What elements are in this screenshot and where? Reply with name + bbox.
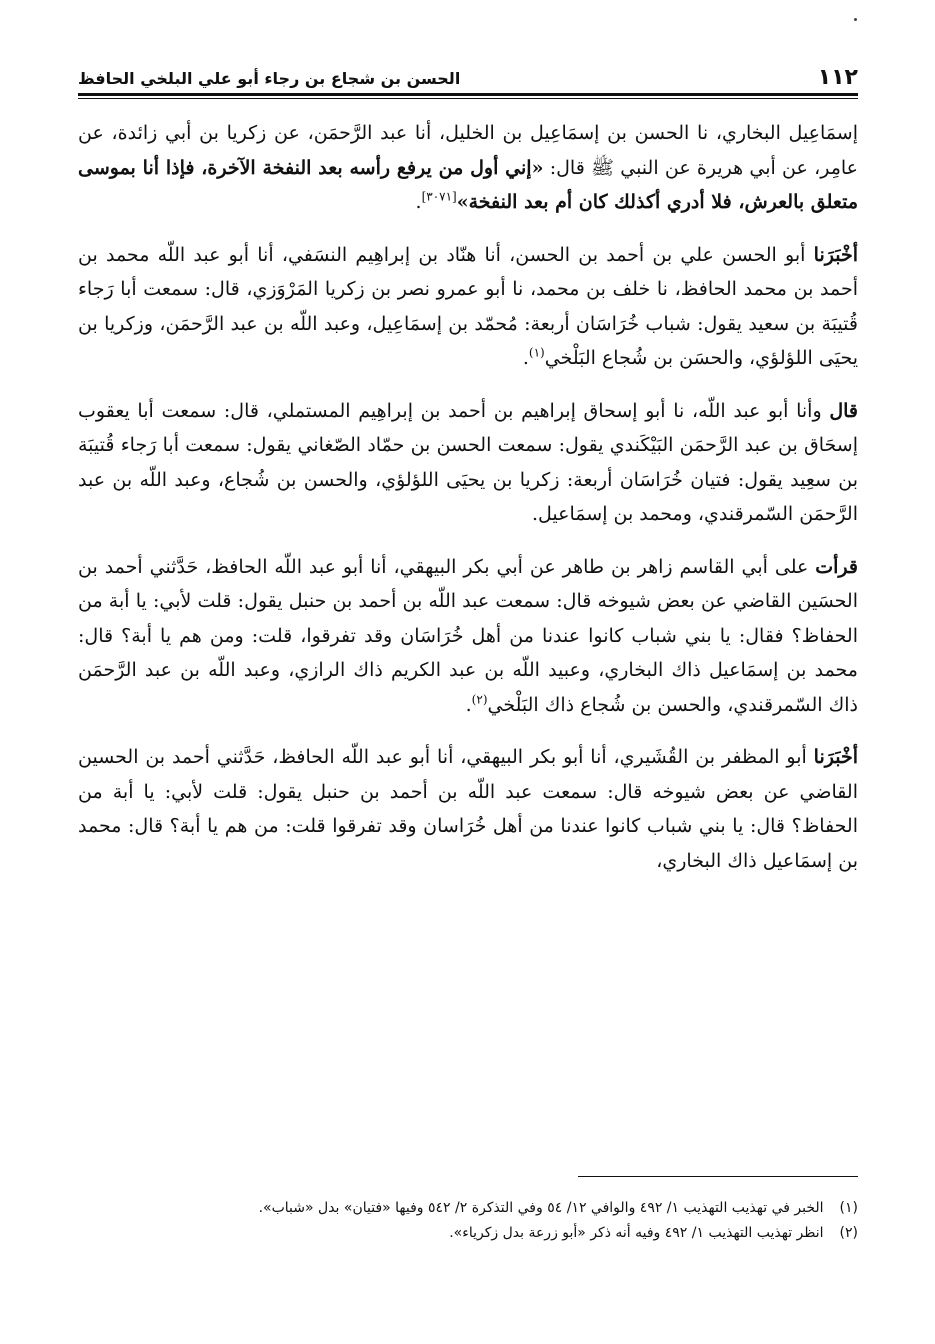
- paragraph-text: إسمَاعِيل البخاري، نا الحسن بن إسمَاعِيل بن الخليل، أنا عبد الرَّحمَن، عن زكريا بن أبي زائدة، عن عامِر، عن أبي هريرة عن النبي ﷺ قال:: [78, 122, 858, 179]
- footnote-separator: [578, 1176, 858, 1177]
- paragraph-5: [78, 740, 858, 878]
- paragraph-end: .: [532, 503, 539, 525]
- paragraph-text: على أبي القاسم زاهر بن طاهر عن أبي بكر البيهقي، أنا أبو عبد اللّه الحافظ، حَدَّثني أحمد بن الحسَين القاضي عن بعض شيوخه قال: سمعت عبد اللّه بن أحمد بن حنبل يقول: قلت لأبي: يا أبة من الحفاظ؟ فقال: يا بني شباب كانوا عندنا من أهل خُرَاسَان وقد تفرقوا، قلت: ومن هم يا أبة؟ قال: محمد بن إسمَاعيل ذاك البخاري، وعبيد اللّه بن عبد الكريم ذاك الرازي، وعبد اللّه بن عبد الرَّحمَن ذاك السّمرقندي، والحسن بن شُجاع ذاك البَلْخي: [78, 555, 858, 716]
- paragraph-text: أبو المظفر بن القُشَيري، أنا أبو بكر البيهقي، أنا أبو عبد اللّه الحافظ، حَدَّثني أحمد بن الحسين القاضي عن بعض شيوخه قال: سمعت عبد اللّه بن أحمد بن حنبل يقول: قلت لأبي: يا أبة من الحفاظ؟ قال: يا بني شباب كانوا عندنا من أهل خُرَاسان وقد تفرقوا قلت: من هم يا أبة؟ قال: محمد بن إسمَاعيل ذاك البخاري،: [78, 746, 858, 872]
- paragraph-lead-word: قرأت: [815, 555, 858, 578]
- paragraph-2: [78, 238, 858, 376]
- hadith-number: [٣٠٧١]: [421, 189, 457, 204]
- footnote-marker: (١): [528, 345, 545, 360]
- paragraph-text: وأنا أبو عبد اللّه، نا أبو إسحاق إبراهيم بن أحمد بن إبراهِيم المستملي، قال: سمعت أبا يعقوب إسحَاق بن عبد الرَّحمَن البَيْكَندي يقول: سمعت الحسن بن حمّاد الصّغاني يقول: سمعت أبا رَجاء قُتيبَة بن سعِيد يقول: فتيان خُرَاسَان أربعة: زكريا بن يحيَى اللؤلؤي، والحسن بن شُجاع، وعبد اللّه بن عبد الرَّحمَن السّمرقندي، ومحمد بن إسمَاعيل: [78, 399, 858, 525]
- footnote-text: الخبر في تهذيب التهذيب ١/ ٤٩٢ والوافي ١٢/ ٥٤ وفي التذكرة ٢/ ٥٤٢ وفيها «فتيان» بدل «شباب».: [258, 1200, 824, 1216]
- paragraph-lead-word: قال: [829, 399, 858, 422]
- paragraph-1: [78, 116, 858, 220]
- footnote-marker: (٢): [471, 692, 488, 707]
- running-title: الحسن بن شجاع بن رجاء أبو علي البلخي الحافظ: [78, 69, 461, 88]
- footnotes: [78, 1196, 858, 1246]
- footnote-1: [78, 1196, 858, 1221]
- paragraph-4: [78, 550, 858, 723]
- hadith-quote: «إني أول من يرفع رأسه بعد النفخة الآخرة، فإذا أنا بموسى متعلق بالعرش، فلا أدري أكذلك كان أم بعد النفخة»: [78, 156, 858, 213]
- header-rule-thin: [78, 98, 858, 99]
- main-text: [78, 116, 858, 896]
- paragraph-lead-word: أخْبَرَنا: [813, 746, 858, 768]
- scan-speck: [854, 18, 857, 21]
- header-rule: [78, 93, 858, 96]
- page-number: ١١٢: [817, 65, 858, 90]
- footnote-2: [78, 1221, 858, 1246]
- paragraph-lead-word: أخْبَرَنا: [813, 243, 858, 266]
- paragraph-text: أبو الحسن علي بن أحمد بن الحسن، أنا هنّاد بن إبراهِيم النسَفي، أنا أبو عبد اللّه محمد بن أحمد بن محمد الحافظ، نا خلف بن محمد، نا أبو عمرو نصر بن زكريا المَرْوَزي، قال: سمعت أبا رَجاء قُتيبَة بن سعيد يقول: شباب خُرَاسَان أربعة: مُحمّد بن إسمَاعِيل، وعبد اللّه بن عبد الرَّحمَن، وزكريا بن يحيَى اللؤلؤي، والحسَن بن شُجاع البَلْخي: [78, 243, 858, 369]
- footnote-number: (٢): [839, 1225, 858, 1241]
- paragraph-end: .: [415, 191, 422, 213]
- paragraph-end: .: [522, 347, 529, 369]
- paragraph-end: .: [465, 693, 472, 716]
- paragraph-3: [78, 394, 858, 532]
- footnote-number: (١): [839, 1200, 858, 1216]
- page-header: [78, 58, 858, 92]
- footnote-text: انظر تهذيب التهذيب ١/ ٤٩٢ وفيه أنه ذكر «أبو زرعة بدل زكرياء».: [449, 1225, 824, 1241]
